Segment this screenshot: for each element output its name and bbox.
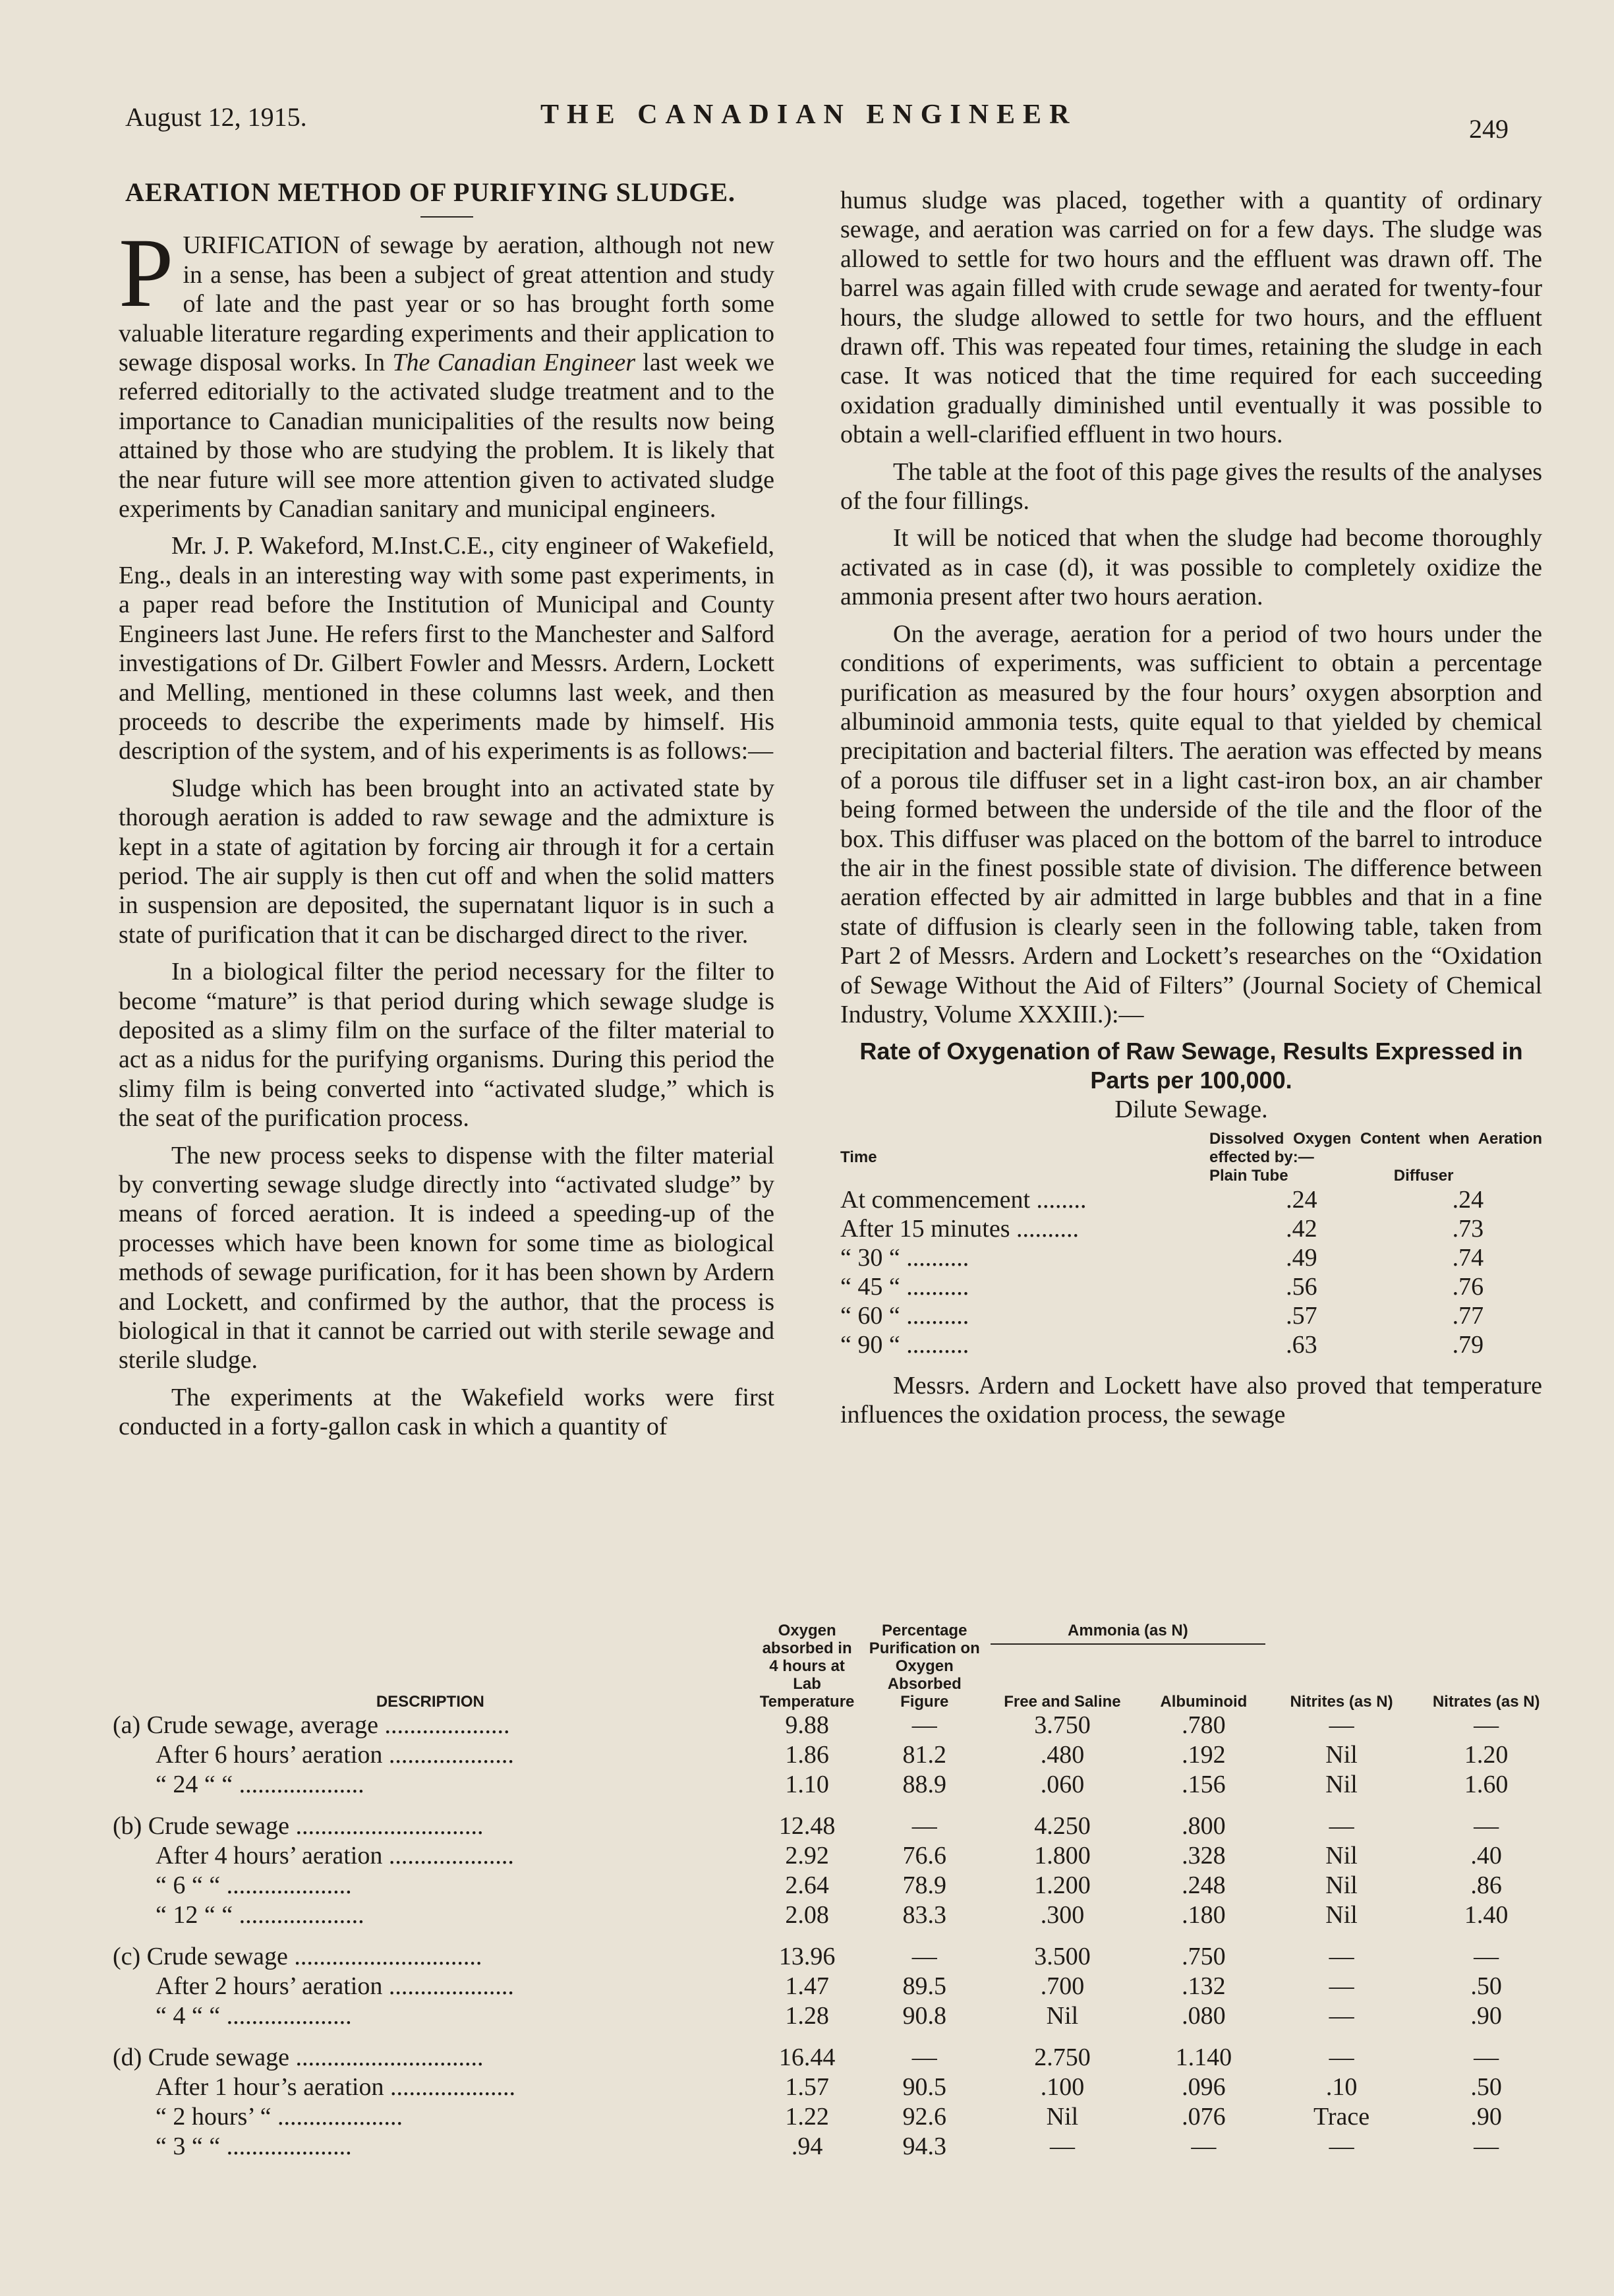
cell-time: “ 30 “ .......... xyxy=(840,1243,969,1272)
cell-time: At commencement ........ xyxy=(840,1185,1087,1214)
row-description: “ 24 “ “ .................... xyxy=(156,1771,364,1798)
paragraph-1: PURIFICATION of sewage by aeration, although not new in a sense, has been a subject of great attention and study of late and the past year or so has brought forth some valuable literature regarding experiments and their application to sewage disposal works. In The Canadian Engineer last week we referred editorially to the activated sludge treatment and to the importance to Canadian municipalities of the results now being attained by those who are studying the problem. It is likely that the near future will see more attention given to activated sludge experiments by Canadian sanitary and municipal engineers. xyxy=(119,218,774,523)
cell-ni: Nil xyxy=(1325,1771,1358,1798)
cell-o: 1.47 xyxy=(785,1972,829,2000)
cell-ni: .10 xyxy=(1325,2073,1358,2101)
cell-plain: .63 xyxy=(1286,1330,1317,1359)
row-description: After 4 hours’ aeration .................... xyxy=(156,1842,514,1869)
cell-plain: .49 xyxy=(1286,1243,1317,1272)
cell-na: — xyxy=(1474,2044,1499,2071)
cell-ni: — xyxy=(1329,2044,1354,2071)
cell-a: .750 xyxy=(1182,1943,1226,1970)
cell-a: .132 xyxy=(1182,1972,1226,2000)
cell-o: 1.86 xyxy=(785,1741,829,1769)
cell-f: .700 xyxy=(1040,1972,1085,2000)
oxygenation-row xyxy=(840,1243,1542,1272)
cell-time: “ 90 “ .......... xyxy=(840,1330,969,1359)
cell-na: 1.60 xyxy=(1464,1771,1509,1798)
cell-o: 16.44 xyxy=(778,2044,836,2071)
cell-d xyxy=(109,2132,752,2162)
cell-a: .780 xyxy=(1182,1711,1226,1739)
cell-p: 78.9 xyxy=(902,1871,946,1899)
analysis-row xyxy=(109,1972,1559,2001)
cell-o: 12.48 xyxy=(778,1812,836,1840)
cell-na: .50 xyxy=(1470,1972,1502,2000)
cell-a: .192 xyxy=(1182,1741,1226,1769)
row-description: After 6 hours’ aeration .................... xyxy=(156,1741,514,1769)
cell-ni: Nil xyxy=(1325,1842,1358,1869)
page-header xyxy=(125,99,1515,144)
analysis-table-body xyxy=(109,1711,1559,2162)
cell-f: .480 xyxy=(1040,1741,1085,1769)
cell-d xyxy=(109,1770,752,1800)
cell-ni: Nil xyxy=(1325,1741,1358,1769)
oxygenation-row xyxy=(840,1272,1542,1301)
cell-o: 9.88 xyxy=(785,1711,829,1739)
cell-time: After 15 minutes .......... xyxy=(840,1214,1080,1243)
cell-f: Nil xyxy=(1046,2103,1079,2131)
title-rule xyxy=(420,216,473,218)
cell-p: 76.6 xyxy=(902,1842,946,1869)
cell-p: 88.9 xyxy=(902,1771,946,1798)
paragraph-r3: It will be noticed that when the sludge had become thoroughly activated as in case (d), it was possible to completely oxidize the ammonia present after two hours aeration. xyxy=(840,524,1542,611)
paragraph-r5: Messrs. Ardern and Lockett have also proved that temperature influences the oxidation process, the sewage xyxy=(840,1371,1542,1429)
cell-ni: — xyxy=(1329,1972,1354,2000)
analysis-row xyxy=(109,2102,1559,2132)
cell-a: .080 xyxy=(1182,2002,1226,2030)
cell-f: 1.800 xyxy=(1034,1842,1091,1869)
cell-o: .94 xyxy=(791,2133,823,2160)
cell-d xyxy=(109,2031,752,2073)
cell-ni: Trace xyxy=(1313,2103,1370,2131)
cell-o: 2.92 xyxy=(785,1842,829,1869)
header-diffuser: Diffuser xyxy=(1393,1166,1454,1185)
cell-d xyxy=(109,2073,752,2102)
cell-plain: .56 xyxy=(1286,1272,1317,1301)
oxygenation-table xyxy=(840,1130,1542,1359)
cell-time: “ 45 “ .......... xyxy=(840,1272,969,1301)
oxygenation-row xyxy=(840,1214,1542,1243)
cell-d xyxy=(109,1711,752,1740)
cell-p: — xyxy=(911,1943,937,1970)
analysis-row xyxy=(109,2001,1559,2031)
cell-na: — xyxy=(1474,1943,1499,1970)
oxygenation-row xyxy=(840,1301,1542,1330)
paragraph-4: In a biological filter the period necessary for the filter to become “mature” is that period during which sewage sludge is deposited as a slimy film on the surface of the filter material to act as a nidus for the purifying organisms. During this period the slimy film is being converted into “activated sludge,” which is the seat of the purification process. xyxy=(119,958,774,1133)
cell-na: .90 xyxy=(1470,2103,1502,2131)
analysis-table-block xyxy=(109,1622,1559,2162)
cell-f: 2.750 xyxy=(1034,2044,1091,2071)
journal-name: THE CANADIAN ENGINEER xyxy=(540,100,1078,130)
cell-p: — xyxy=(911,1812,937,1840)
cell-ni: — xyxy=(1329,2133,1354,2160)
cell-d xyxy=(109,1972,752,2001)
cell-a: .156 xyxy=(1182,1771,1226,1798)
row-description: (a) Crude sewage, average .................... xyxy=(113,1711,510,1739)
cell-na: .40 xyxy=(1470,1842,1502,1869)
cell-d xyxy=(109,1930,752,1972)
cell-o: 1.22 xyxy=(785,2103,829,2131)
analysis-row xyxy=(109,2132,1559,2162)
cell-d xyxy=(109,1871,752,1900)
cell-a: — xyxy=(1191,2133,1217,2160)
cell-plain: .42 xyxy=(1286,1214,1317,1243)
page-number: 249 xyxy=(1469,114,1509,144)
cell-time: “ 60 “ .......... xyxy=(840,1301,969,1330)
header-percentage: Percentage Purification on Oxygen Absorbed Figure xyxy=(869,1622,980,1711)
cell-diffuser: .24 xyxy=(1452,1185,1484,1214)
paragraph-r4: On the average, aeration for a period of two hours under the conditions of experiments, was sufficient to obtain a percentage purification as measured by the four hours’ oxygen absorption and albuminoid ammonia tests, quite equal to that yielded by chemical precipitation and bacterial filters. The aeration was effected by means of a porous tile diffuser set in a light cast-iron box, an air chamber being formed between the underside of the tile and the floor of the box. This diffuser was placed on the bottom of the barrel to introduce the air in the finest possible state of division. The difference between aeration effected by air admitted in large bubbles and that in a fine state of diffusion is clearly seen in the following table, taken from Part 2 of Messrs. Ardern and Lockett’s researches on the “Oxidation of Sewage Without the Aid of Filters” (Journal Society of Chemical Industry, Volume XXXIII.):— xyxy=(840,620,1542,1028)
cell-ni: Nil xyxy=(1325,1901,1358,1929)
small-table-title: Rate of Oxygenation of Raw Sewage, Results Expressed in Parts per 100,000. xyxy=(859,1038,1523,1094)
cell-diffuser: .77 xyxy=(1452,1301,1484,1330)
cell-a: .800 xyxy=(1182,1812,1226,1840)
cell-f: 1.200 xyxy=(1034,1871,1091,1899)
cell-diffuser: .73 xyxy=(1452,1214,1484,1243)
cell-o: 2.64 xyxy=(785,1871,829,1899)
cell-na: — xyxy=(1474,1812,1499,1840)
right-column xyxy=(840,186,1542,1438)
cell-a: .180 xyxy=(1182,1901,1226,1929)
analysis-row xyxy=(109,1871,1559,1900)
cell-na: .90 xyxy=(1470,2002,1502,2030)
row-description: After 1 hour’s aeration .................... xyxy=(156,2073,515,2101)
header-ammonia: Ammonia (as N) xyxy=(987,1622,1269,1672)
cell-p: 94.3 xyxy=(902,2133,946,2160)
header-dissolved: Dissolved Oxygen Content when Aeration effected by:— xyxy=(1209,1129,1542,1166)
drop-cap: P xyxy=(119,218,174,328)
cell-diffuser: .76 xyxy=(1452,1272,1484,1301)
cell-f: — xyxy=(1049,2133,1075,2160)
cell-a: .248 xyxy=(1182,1871,1226,1899)
cell-diffuser: .74 xyxy=(1452,1243,1484,1272)
row-description: “ 4 “ “ .................... xyxy=(156,2002,352,2030)
cell-p: — xyxy=(911,1711,937,1739)
row-description: “ 2 hours’ “ .................... xyxy=(156,2103,403,2131)
cell-d xyxy=(109,1740,752,1770)
header-plain-tube: Plain Tube xyxy=(1209,1166,1288,1185)
cell-a: 1.140 xyxy=(1175,2044,1232,2071)
cell-d xyxy=(109,1900,752,1930)
header-time: Time xyxy=(840,1148,877,1166)
cell-plain: .24 xyxy=(1286,1185,1317,1214)
cell-na: 1.40 xyxy=(1464,1901,1509,1929)
article-title: AERATION METHOD OF PURIFYING SLUDGE. xyxy=(125,177,736,207)
cell-f: .060 xyxy=(1040,1771,1085,1798)
cell-ni: — xyxy=(1329,2002,1354,2030)
cell-na: .86 xyxy=(1470,1871,1502,1899)
cell-p: — xyxy=(911,2044,937,2071)
cell-ni: — xyxy=(1329,1711,1354,1739)
analysis-row xyxy=(109,1930,1559,1972)
header-albuminoid: Albuminoid xyxy=(1160,1693,1248,1711)
header-oxygen: Oxygen absorbed in 4 hours at Lab Temperature xyxy=(759,1622,855,1711)
row-description: (b) Crude sewage .............................. xyxy=(113,1812,484,1840)
cell-ni: Nil xyxy=(1325,1871,1358,1899)
row-description: “ 6 “ “ .................... xyxy=(156,1871,352,1899)
small-table-subtitle: Dilute Sewage. xyxy=(1114,1096,1268,1124)
header-nitrites: Nitrites (as N) xyxy=(1290,1693,1393,1711)
header-nitrates: Nitrates (as N) xyxy=(1432,1693,1540,1711)
oxygenation-row xyxy=(840,1330,1542,1359)
cell-d xyxy=(109,1800,752,1841)
cell-f: 3.750 xyxy=(1034,1711,1091,1739)
paragraph-r2: The table at the foot of this page gives the results of the analyses of the four fillings. xyxy=(840,457,1542,515)
analysis-row xyxy=(109,2031,1559,2073)
paragraph-2: Mr. J. P. Wakeford, M.Inst.C.E., city engineer of Wakefield, Eng., deals in an interesting way with some past experiments, in a paper read before the Institution of Municipal and County Engineers last June. He refers first to the Manchester and Salford investigations of Dr. Gilbert Fowler and Messrs. Ardern, Lockett and Melling, mentioned in these columns last week, and then proceeds to describe the experiments made by himself. His description of the system, and of his experiments is as follows:— xyxy=(119,532,774,765)
row-description: “ 12 “ “ .................... xyxy=(156,1901,364,1929)
cell-na: — xyxy=(1474,1711,1499,1739)
analysis-table xyxy=(109,1622,1559,2162)
oxygenation-row xyxy=(840,1185,1542,1214)
cell-o: 1.57 xyxy=(785,2073,829,2101)
cell-p: 92.6 xyxy=(902,2103,946,2131)
cell-a: .076 xyxy=(1182,2103,1226,2131)
cell-p: 83.3 xyxy=(902,1901,946,1929)
cell-ni: — xyxy=(1329,1812,1354,1840)
cell-a: .328 xyxy=(1182,1842,1226,1869)
cell-p: 89.5 xyxy=(902,1972,946,2000)
row-description: (c) Crude sewage .............................. xyxy=(113,1943,482,1970)
paragraph-r1: humus sludge was placed, together with a quantity of ordinary sewage, and aeration was carried on for a few days. The sludge was allowed to settle for two hours and the effluent was drawn off. The barrel was again filled with crude sewage and aerated for twenty-four hours, the sludge allowed to settle for two hours, and the effluent drawn off. This was repeated four times, retaining the sludge in each case. It was noticed that the time required for each succeeding oxidation gradually diminished until eventually it was possible to obtain a well-clarified effluent in two hours. xyxy=(840,187,1542,449)
cell-f: .300 xyxy=(1040,1901,1085,1929)
cell-a: .096 xyxy=(1182,2073,1226,2101)
cell-f: 4.250 xyxy=(1034,1812,1091,1840)
cell-p: 90.5 xyxy=(902,2073,946,2101)
header-free-saline: Free and Saline xyxy=(1004,1693,1121,1711)
cell-f: 3.500 xyxy=(1034,1943,1091,1970)
analysis-row xyxy=(109,1900,1559,1930)
issue-date: August 12, 1915. xyxy=(125,102,307,132)
analysis-row xyxy=(109,1770,1559,1800)
analysis-row xyxy=(109,1740,1559,1770)
cell-d xyxy=(109,1841,752,1871)
analysis-row xyxy=(109,1711,1559,1740)
cell-f: Nil xyxy=(1046,2002,1079,2030)
row-description: (d) Crude sewage .............................. xyxy=(113,2044,484,2071)
cell-na: — xyxy=(1474,2133,1499,2160)
cell-f: .100 xyxy=(1040,2073,1085,2101)
row-description: “ 3 “ “ .................... xyxy=(156,2133,352,2160)
cell-diffuser: .79 xyxy=(1452,1330,1484,1359)
cell-d xyxy=(109,2102,752,2132)
cell-o: 13.96 xyxy=(778,1943,836,1970)
analysis-row xyxy=(109,1800,1559,1841)
cell-ni: — xyxy=(1329,1943,1354,1970)
left-column xyxy=(119,178,774,1450)
cell-o: 1.10 xyxy=(785,1771,829,1798)
header-description: DESCRIPTION xyxy=(376,1693,484,1711)
cell-o: 2.08 xyxy=(785,1901,829,1929)
paragraph-3: Sludge which has been brought into an activated state by thorough aeration is added to raw sewage and the admixture is kept in a state of agitation by forcing air through it for a certain period. The air supply is then cut off and when the solid matters in suspension are deposited, the supernatant liquor is in such a state of purification that it can be discharged direct to the river. xyxy=(119,774,774,949)
cell-plain: .57 xyxy=(1286,1301,1317,1330)
paragraph-5: The new process seeks to dispense with the filter material by converting sewage sludge directly into “activated sludge” by means of forced aeration. It is indeed a speeding-up of the processes which have been known for some time as biological methods of sewage purification, for it has been shown by Ardern and Lockett, and confirmed by the author, that the process is biological in that it cannot be carried out with sterile sewage and sterile sludge. xyxy=(119,1141,774,1374)
cell-o: 1.28 xyxy=(785,2002,829,2030)
paragraph-6: The experiments at the Wakefield works were first conducted in a forty-gallon cask in which a quantity of xyxy=(119,1383,774,1441)
cell-na: 1.20 xyxy=(1464,1741,1509,1769)
oxygenation-table-body xyxy=(840,1185,1542,1359)
cell-na: .50 xyxy=(1470,2073,1502,2101)
cell-d xyxy=(109,2001,752,2031)
cell-p: 90.8 xyxy=(902,2002,946,2030)
analysis-row xyxy=(109,1841,1559,1871)
analysis-row xyxy=(109,2073,1559,2102)
cell-p: 81.2 xyxy=(902,1741,946,1769)
row-description: After 2 hours’ aeration .................... xyxy=(156,1972,514,2000)
